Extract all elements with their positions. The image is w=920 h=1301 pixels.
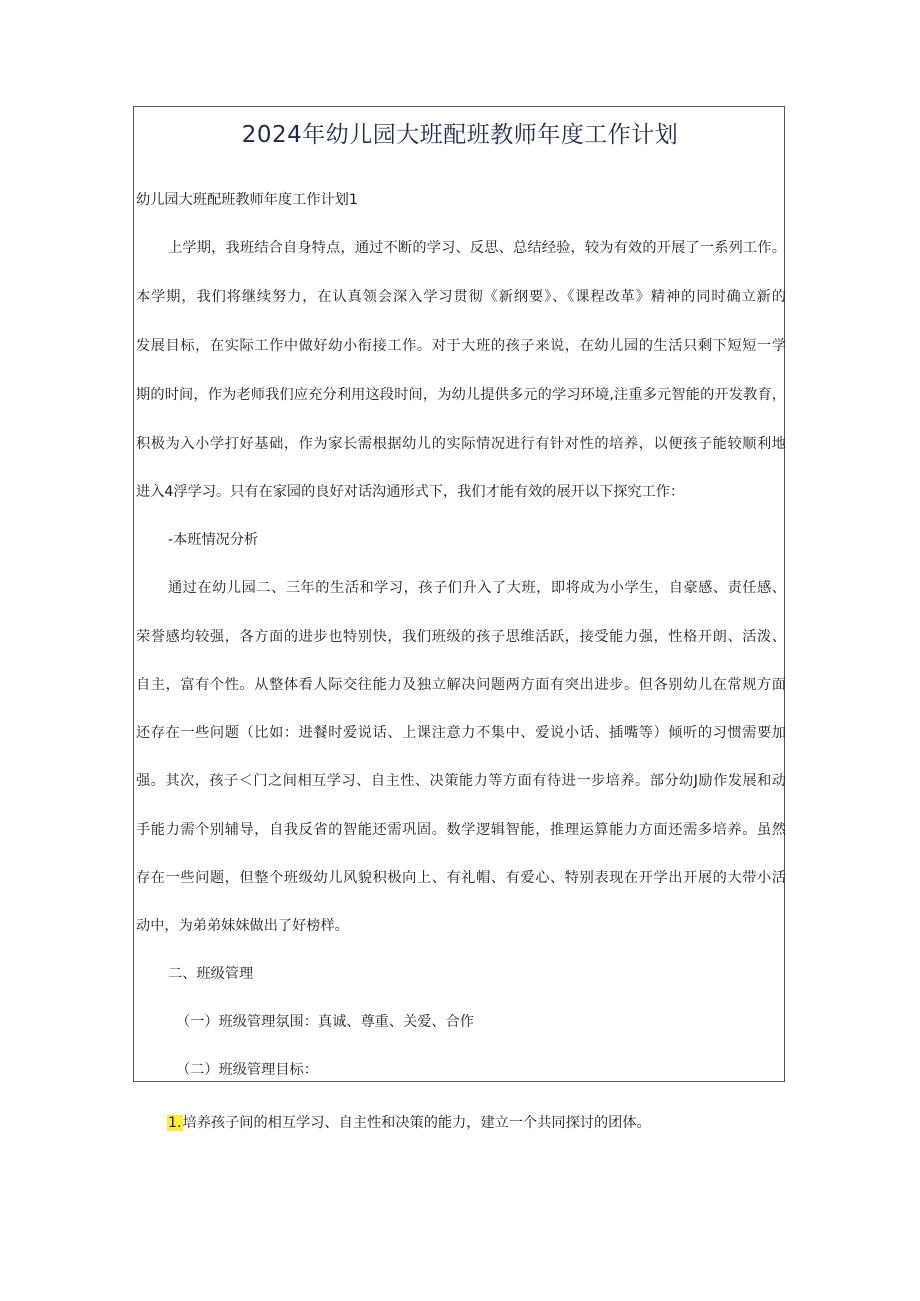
paragraph-2-line-7: 存在一些问题，但整个班级幼儿风貌积极向上、有礼帽、有爱心、特别表现在开学出开展的大带小活	[136, 870, 786, 886]
paragraph-1-line-4: 期的时间，作为老师我们应充分利用这段时间，为幼儿提供多元的学习环境,注重多元智能的开发教育，	[136, 387, 786, 403]
paragraph-2-line-5: 强。其次，孩子＜门之间相互学习、自主性、决策能力等方面有待进一步培养。部分幼J励作发展和动	[136, 773, 786, 789]
paragraph-2-line-4: 还存在一些问题（比如：进餐时爱说话、上课注意力不集中、爱说小话、插嘴等）倾听的习惯需要加	[136, 725, 786, 741]
management-atmosphere: （一）班级管理氛围：真诚、尊重、关爱、合作	[176, 1014, 474, 1030]
paragraph-2-line-1: 通过在幼儿园二、三年的生活和学习，孩子们升入了大班，即将成为小学生，自豪感、责任感、	[168, 580, 786, 596]
paragraph-1-line-5: 积极为入小学打好基础，作为家长需根据幼儿的实际情况进行有针对性的培养，以便孩子能较顺利地	[136, 436, 786, 452]
goal-item-1	[167, 1112, 651, 1134]
paragraph-2-line-3: 自主，富有个性。从整体看人际交往能力及独立解决问题两方面有突出进步。但各别幼儿在常规方面	[136, 677, 786, 693]
management-goal-heading: （二）班级管理目标：	[176, 1062, 318, 1078]
document-subtitle: 幼儿园大班配班教师年度工作计划1	[136, 192, 358, 208]
paragraph-1-line-2: 本学期，我们将继续努力，在认真领会深入学习贯彻《新纲要》、《课程改革》精神的同时确立新的	[136, 289, 786, 305]
paragraph-1-line-1: 上学期，我班结合自身特点，通过不断的学习、反思、总结经验，较为有效的开展了一系列工作。	[168, 240, 786, 256]
highlighted-item-number: 1.	[168, 1115, 182, 1131]
section-heading-class-management: 二、班级管理	[168, 966, 254, 982]
paragraph-2-line-8: 动中，为弟弟妹妹做出了好榜样。	[136, 918, 349, 934]
paragraph-2-line-6: 手能力需个别辅导，自我反省的智能还需巩固。数学逻辑智能，推理运算能力方面还需多培养。虽然	[136, 822, 786, 838]
paragraph-2-line-2: 荣誉感均较强，各方面的进步也特别快，我们班级的孩子思维活跃，接受能力强，性格开朗、活泼、	[136, 629, 786, 645]
paragraph-1-line-3: 发展目标，在实际工作中做好幼小衔接工作。对于大班的孩子来说，在幼儿园的生活只剩下短短一学	[136, 338, 786, 354]
goal-item-1-text: 培养孩子间的相互学习、自主性和决策的能力，建立一个共同探讨的团体。	[182, 1115, 651, 1131]
paragraph-1-line-6: 进入4浮学习。只有在家园的良好对话沟通形式下，我们才能有效的展开以下探究工作：	[136, 484, 685, 500]
document-title: 2024年幼儿园大班配班教师年度工作计划	[241, 122, 679, 148]
section-heading-class-analysis: -本班情况分析	[168, 532, 259, 548]
